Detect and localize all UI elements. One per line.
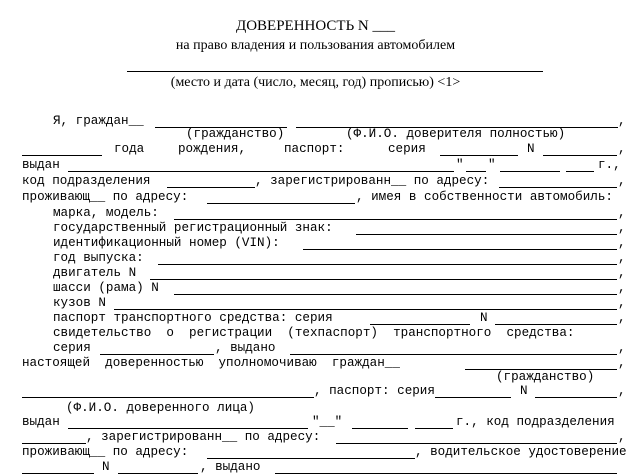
year-abbr: г., <box>598 158 621 172</box>
make-model-label: марка, модель: <box>53 206 159 220</box>
year-made-label: год выпуска: <box>53 251 144 265</box>
chassis-label: шасси (рама) N <box>53 281 159 295</box>
comma: , <box>618 281 626 295</box>
engine-label: двигатель N <box>53 266 137 280</box>
passport-label: паспорт: <box>284 142 345 156</box>
principal-intro: Я, граждан__ <box>53 114 144 128</box>
registered-label: , зарегистрированн__ по адресу: <box>255 174 490 188</box>
agent-passport-number-field[interactable] <box>535 397 617 398</box>
agent-passport-label: , паспорт: серия <box>314 384 435 398</box>
reg-cert-issuer-field[interactable] <box>290 354 617 355</box>
agent-fio-hint: (Ф.И.О. доверенного лица) <box>66 401 255 415</box>
principal-passport-series-field[interactable] <box>440 155 518 156</box>
principal-fio-hint: (Ф.И.О. доверителя полностью) <box>346 127 566 141</box>
place-date-field[interactable] <box>127 71 543 72</box>
agent-residing-label: проживающ__ по адресу: <box>22 445 189 459</box>
agent-issued-label: выдан <box>22 415 60 429</box>
year-label: года <box>114 142 145 156</box>
comma: , <box>618 114 626 128</box>
comma: , <box>618 221 626 235</box>
agent-registration-address-field[interactable] <box>336 443 617 444</box>
comma: , <box>618 236 626 250</box>
birth-label: рождения, <box>178 142 247 156</box>
residing-label: проживающ__ по адресу: <box>22 190 189 204</box>
agent-passport-issuer-field[interactable] <box>68 428 308 429</box>
pts-label: паспорт транспортного средства: серия <box>53 311 333 325</box>
authorize-text: настоящей доверенностью уполномочиваю граждан__ <box>22 356 400 370</box>
body-number-field[interactable] <box>114 309 617 310</box>
issued-label: выдан <box>22 158 60 172</box>
agent-registered-label: , зарегистрированн__ по адресу: <box>86 430 321 444</box>
place-date-hint: (место и дата (число, месяц, год) прописью) <1> <box>170 75 461 90</box>
quote-open: " <box>456 158 464 172</box>
comma: , <box>618 266 626 280</box>
comma: , <box>618 341 626 355</box>
comma: , <box>618 142 626 156</box>
reg-cert-issued-label: , выдано <box>215 341 276 355</box>
principal-division-code-field[interactable] <box>167 187 255 188</box>
agent-number-sign: N <box>520 384 528 398</box>
owning-label: , имея в собственности автомобиль: <box>356 190 613 204</box>
comma: , <box>618 430 626 444</box>
reg-cert-series-field[interactable] <box>100 354 214 355</box>
agent-division-code-field[interactable] <box>22 443 86 444</box>
chassis-number-field[interactable] <box>174 294 617 295</box>
engine-number-field[interactable] <box>150 279 617 280</box>
principal-passport-number-field[interactable] <box>543 155 617 156</box>
agent-residence-address-field[interactable] <box>207 458 415 459</box>
comma: , <box>618 384 626 398</box>
comma: , <box>618 206 626 220</box>
pts-number-field[interactable] <box>495 324 617 325</box>
comma: , <box>618 311 626 325</box>
vin-label: идентификационный номер (VIN): <box>53 236 280 250</box>
document-title: ДОВЕРЕННОСТЬ N ___ <box>235 18 396 34</box>
make-model-field[interactable] <box>174 219 617 220</box>
division-code-label: код подразделения <box>22 174 151 188</box>
document-subtitle: на право владения и пользования автомобилем <box>175 38 456 53</box>
agent-fio-field[interactable] <box>22 397 314 398</box>
comma: , <box>618 296 626 310</box>
agent-issue-year-field[interactable] <box>415 428 453 429</box>
agent-issue-day: "__" <box>312 415 343 429</box>
license-issued-label: , выдано <box>200 460 261 474</box>
number-sign: N <box>527 142 535 156</box>
year-made-field[interactable] <box>158 264 617 265</box>
principal-residence-address-field[interactable] <box>207 203 355 204</box>
agent-passport-series-field[interactable] <box>435 397 511 398</box>
agent-year-division: г., код подразделения <box>456 415 615 429</box>
agent-citizenship-hint: (гражданство) <box>496 370 595 384</box>
principal-citizenship-hint: (гражданство) <box>186 127 285 141</box>
principal-issue-year-field[interactable] <box>566 171 594 172</box>
principal-issue-month-field[interactable] <box>500 171 560 172</box>
principal-issue-day-field[interactable] <box>466 171 486 172</box>
principal-registration-address-field[interactable] <box>499 187 617 188</box>
pts-number-sign: N <box>480 311 488 325</box>
license-number-sign: N <box>102 460 110 474</box>
comma: , <box>618 174 626 188</box>
principal-passport-issuer-field[interactable] <box>68 171 454 172</box>
reg-cert-label: свидетельство о регистрации (техпаспорт) транспортного средства: <box>53 326 575 340</box>
pts-series-field[interactable] <box>370 324 470 325</box>
reg-plate-field[interactable] <box>356 234 617 235</box>
series-label: серия <box>388 142 426 156</box>
vin-field[interactable] <box>303 249 617 250</box>
body-label: кузов N <box>53 296 106 310</box>
reg-cert-series-label: серия <box>53 341 91 355</box>
comma: , <box>618 356 626 370</box>
agent-issue-month-field[interactable] <box>352 428 408 429</box>
reg-plate-label: государственный регистрационный знак: <box>53 221 333 235</box>
principal-birth-year-field[interactable] <box>22 155 102 156</box>
comma: , <box>618 251 626 265</box>
driver-license-label: , водительское удостоверение <box>415 445 627 459</box>
quote-close: " <box>488 158 496 172</box>
